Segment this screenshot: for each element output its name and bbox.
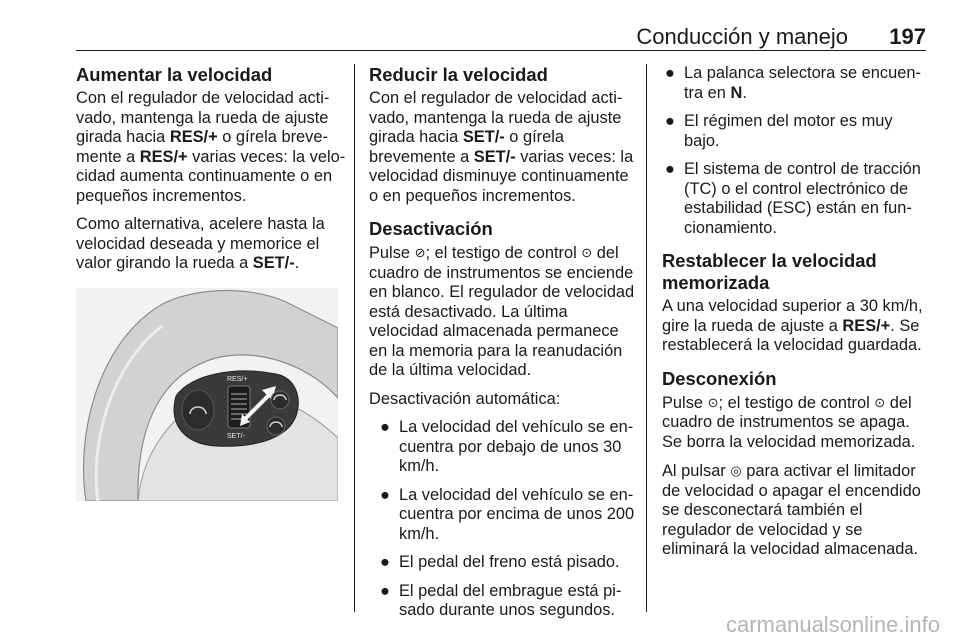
list-item	[377, 418, 635, 477]
text: Pulse	[662, 393, 708, 412]
bullet-icon: ●	[380, 485, 390, 504]
cruise-button-icon: ⊙	[707, 394, 719, 410]
page-number: 197	[889, 24, 926, 49]
paragraph	[369, 243, 635, 381]
list-item	[377, 553, 635, 573]
text: .	[294, 254, 300, 272]
paragraph: Desactivación automática:	[369, 389, 561, 408]
list-item-text: El sistema de control de tracción (TC) o el control electrónico de estabilidad (ESC) están en funcionamiento.	[684, 160, 921, 237]
text: del cuadro de instrumentos se apaga. Se borra la velocidad memorizada.	[662, 393, 916, 451]
text: o gírela brevemente a	[76, 128, 328, 166]
heading-increase-speed: Aumentar la velocidad	[76, 64, 273, 85]
text: Como alternativa, acelere hasta la velocidad deseada y memorice el valor girando la rueda a	[76, 215, 325, 272]
bold-text: SET/-	[462, 128, 505, 146]
heading-deactivation: Desactivación	[369, 218, 493, 239]
heading-reduce-speed: Reducir la velocidad	[369, 64, 548, 85]
bullet-icon: ●	[380, 581, 390, 600]
list-item-text: El pedal del embrague está pisado durante unos segundos.	[399, 581, 622, 619]
cruise-cancel-icon: ⊘	[414, 245, 426, 260]
cruise-indicator-icon: ⊙	[874, 394, 886, 410]
bold-text: RES/+	[169, 128, 218, 146]
cruise-indicator-icon: ⊙	[581, 245, 593, 260]
text: o gírela brevemente a	[369, 128, 564, 166]
heading-switch-off: Desconexión	[662, 367, 777, 389]
paragraph	[369, 89, 635, 206]
heading-restore-speed: Restablecer la velocidad memorizada	[662, 250, 877, 293]
text: varias veces: la velocidad disminuye continuamente o en pequeños incrementos.	[369, 147, 634, 205]
steering-wheel-illustration	[76, 288, 338, 501]
text: Con el regulador de velocidad activado, mantenga la rueda de ajuste girada hacia	[369, 89, 623, 146]
paragraph	[76, 89, 346, 206]
speed-limiter-icon: ◎	[730, 463, 742, 478]
text: varias veces: la velocidad aumenta continuamente o en pequeños incrementos.	[76, 147, 346, 205]
paragraph	[662, 461, 928, 560]
list-item	[662, 64, 928, 103]
text: A una velocidad superior a 30 km/h, gire la rueda de ajuste a	[662, 297, 923, 335]
text: ; el testigo de control	[425, 244, 582, 262]
res-label: RES/+	[227, 375, 248, 383]
column-divider	[354, 64, 355, 612]
bullet-icon: ●	[665, 64, 675, 82]
text: del cuadro de instrumentos se enciende en blanco. El regulador de velocidad está desactivado. La última velocidad almacenada permanece en la memoria para la reanudación de la última velocidad.	[369, 244, 635, 379]
bullet-icon: ●	[380, 553, 390, 571]
paragraph	[662, 393, 928, 453]
bold-text: SET/-	[252, 254, 295, 272]
list-item-text: La velocidad del vehículo se encuentra por encima de unos 200 km/h.	[399, 485, 635, 543]
auto-deactivation-list	[377, 418, 635, 621]
auto-deactivation-list-continued	[662, 64, 928, 238]
paragraph	[662, 297, 928, 356]
list-item	[377, 582, 635, 621]
bold-text: N	[730, 83, 743, 102]
column-1	[76, 64, 346, 501]
text: . Se restablecerá la velocidad guardada.	[662, 316, 922, 354]
paragraph	[76, 215, 346, 274]
list-item-text: El régimen del motor es muy bajo.	[684, 112, 893, 150]
text: Con el regulador de velocidad activado, mantenga la rueda de ajuste girada hacia	[76, 89, 330, 146]
section-title: Conducción y manejo	[636, 24, 848, 49]
column-divider	[646, 64, 647, 612]
steering-wheel-controls-figure	[76, 288, 338, 501]
text: Al pulsar	[662, 462, 731, 480]
cruise-control-button	[182, 390, 214, 430]
bold-text: SET/-	[473, 147, 516, 166]
set-label: SET/-	[227, 432, 245, 440]
text: .	[742, 83, 747, 102]
bullet-icon: ●	[665, 160, 675, 178]
text: Pulse	[369, 244, 415, 262]
text: para activar el limitador de velocidad o apagar el encendido se desconectará también el regulador de velocidad y se eliminará la velocidad almacenada.	[662, 462, 921, 558]
list-item-text: La palanca selectora se encuentra en	[684, 64, 921, 102]
bullet-icon: ●	[380, 418, 390, 436]
watermark: carmanualsonline.info	[725, 612, 940, 637]
text: ; el testigo de control	[718, 393, 875, 412]
column-3	[662, 64, 928, 569]
list-item	[377, 486, 635, 545]
bullet-icon: ●	[665, 112, 675, 130]
list-item-text: La velocidad del vehículo se encuentra por debajo de unos 30 km/h.	[399, 418, 634, 475]
bold-text: RES/+	[139, 147, 188, 166]
list-item-text: El pedal del freno está pisado.	[399, 553, 620, 571]
page-header	[76, 22, 926, 51]
list-item	[662, 160, 928, 238]
bold-text: RES/+	[842, 316, 891, 335]
list-item	[662, 112, 928, 151]
column-2	[369, 64, 635, 630]
